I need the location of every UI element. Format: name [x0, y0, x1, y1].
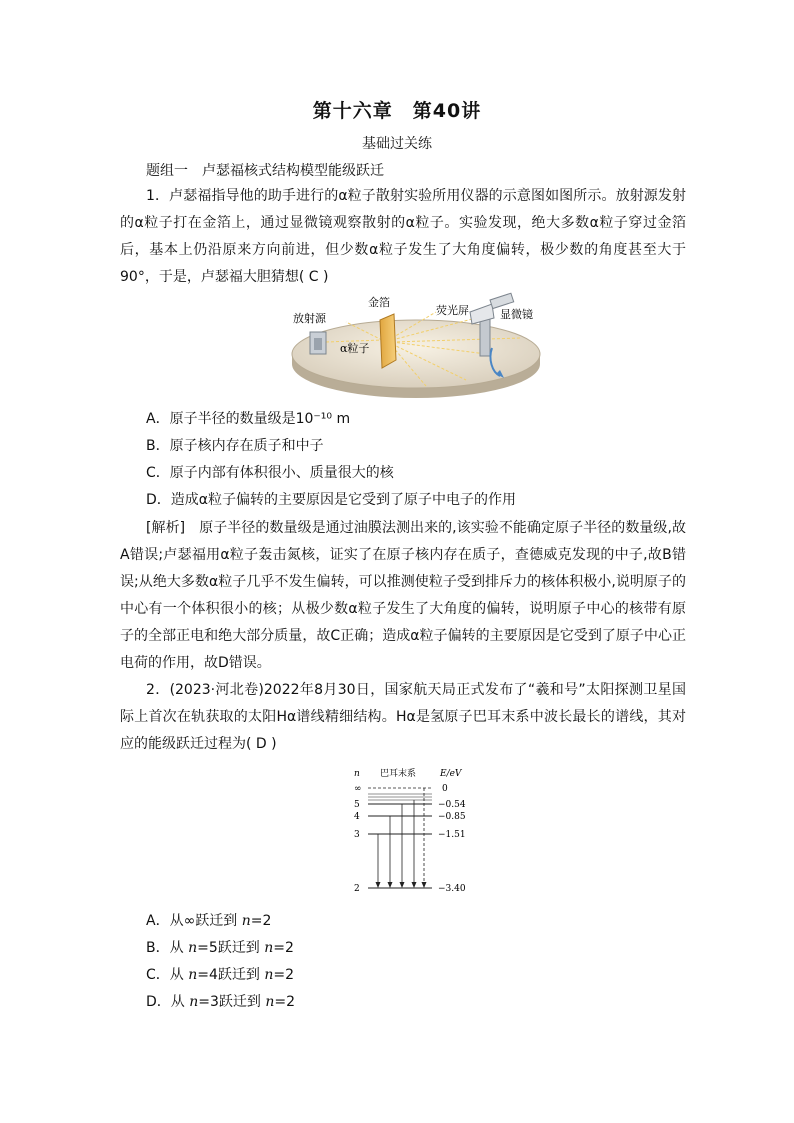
label-foil: 金箔 [368, 296, 390, 309]
q1-option-c: C．原子内部有体积很小、质量很大的核 [146, 465, 394, 481]
level-n-2: 2 [354, 884, 360, 894]
level-n-4: 4 [354, 812, 360, 822]
label-source: 放射源 [293, 312, 326, 325]
page-title: 第十六章 第40讲 [312, 100, 482, 122]
q2-option-c: C．从 n=4跃迁到 n=2 [146, 967, 295, 983]
page-subtitle: 基础过关练 [362, 136, 432, 152]
diagram-n-label: n [354, 769, 360, 779]
table-top [292, 320, 540, 388]
q2-stem: 2．(2023·河北卷)2022年8月30日，国家航天局正式发布了“羲和号”太阳探测卫星国际上首次在轨获取的太阳Hα谱线精细结构。Hα是氢原子巴耳末系中波长最长的谱线，其对应的能级跃迁过程为( D ) [120, 682, 686, 752]
level-n-5: 5 [354, 800, 360, 810]
level-n-inf: ∞ [354, 784, 362, 794]
diagram-series-label: 巴耳末系 [380, 769, 417, 779]
level-e-3: −1.51 [438, 830, 466, 840]
label-alpha: α粒子 [340, 342, 370, 355]
q1-stem: 1．卢瑟福指导他的助手进行的α粒子散射实验所用仪器的示意图如图所示。放射源发射的α粒子打在金箔上，通过显微镜观察散射的α粒子。实验发现，绝大多数α粒子穿过金箔后，基本上仍沿原来方向前进，但少数α粒子发生了大角度偏转，极少数的角度甚至大于90°，于是，卢瑟福大胆猜想( C ) [120, 188, 686, 285]
level-n-3: 3 [354, 830, 360, 840]
q2-option-d: D．从 n=3跃迁到 n=2 [146, 994, 296, 1010]
level-e-5: −0.54 [438, 800, 466, 810]
q2-option-a: A．从∞跃迁到 n=2 [146, 913, 272, 929]
group-title: 题组一 卢瑟福核式结构模型能级跃迁 [146, 163, 384, 179]
level-e-inf: 0 [442, 784, 448, 794]
q1-analysis: [解析] 原子半径的数量级是通过油膜法测出来的,该实验不能确定原子半径的数量级,故A错误;卢瑟福用α粒子轰击氮核，证实了在原子核内存在质子，查德威克发现的中子,故B错误;从绝大多数α粒子几乎不发生偏转，可以推测使粒子受到排斥力的核体积极小,说明原子的中心有一个体积很小的核；从极少数α粒子发生了大角度的偏转，说明原子中心的核带有原子的全部正电和绝大部分质量，故C正确；造成α粒子偏转的主要原因是它受到了原子中心正电荷的作用，故D错误。 [120, 520, 686, 671]
q1-option-b: B．原子核内存在质子和中子 [146, 438, 324, 454]
gold-foil [380, 314, 396, 368]
label-screen: 荧光屏 [436, 304, 469, 317]
transition-arrows [376, 788, 427, 888]
level-e-4: −0.85 [438, 812, 466, 822]
level-e-2: −3.40 [438, 884, 466, 894]
energy-level-diagram [346, 764, 476, 894]
alpha-scattering-figure [286, 292, 546, 404]
diagram-e-label: E/eV [440, 769, 462, 779]
q1-option-d: D．造成α粒子偏转的主要原因是它受到了原子中电子的作用 [146, 492, 517, 508]
q2-option-b: B．从 n=5跃迁到 n=2 [146, 940, 294, 956]
q1-option-a: A．原子半径的数量级是10⁻¹⁰ m [146, 411, 351, 427]
label-microscope: 显微镜 [500, 308, 533, 321]
